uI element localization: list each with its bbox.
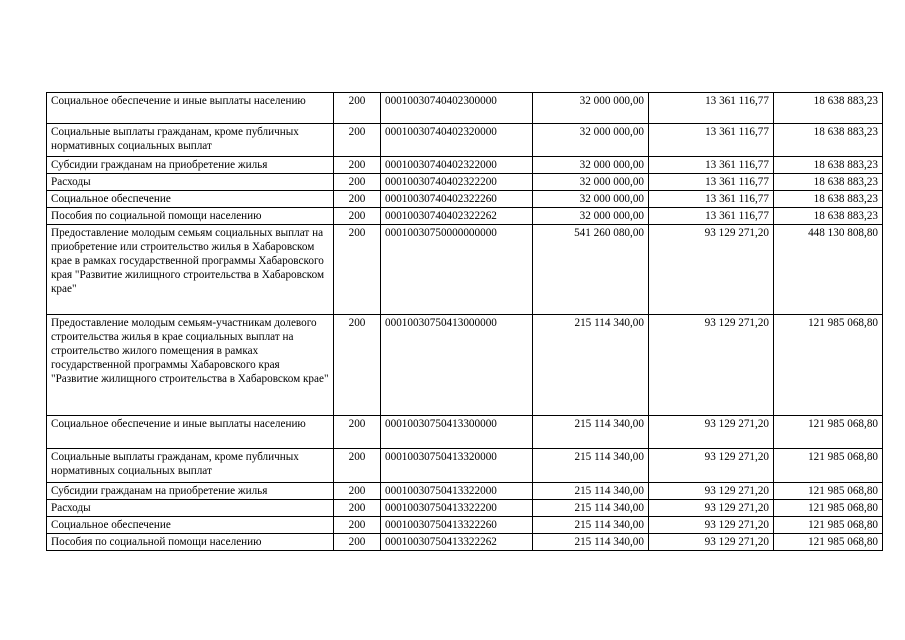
row-executed-cell: 93 129 271,20	[649, 315, 774, 416]
table-body	[47, 93, 883, 551]
row-remainder-cell: 121 985 068,80	[774, 534, 883, 551]
row-line-code-cell: 200	[334, 124, 381, 157]
row-name-cell: Субсидии гражданам на приобретение жилья	[47, 157, 334, 174]
row-executed-cell: 13 361 116,77	[649, 157, 774, 174]
row-executed-cell: 13 361 116,77	[649, 174, 774, 191]
row-plan-cell: 32 000 000,00	[533, 93, 649, 124]
row-executed-cell: 13 361 116,77	[649, 124, 774, 157]
row-executed-cell: 93 129 271,20	[649, 534, 774, 551]
row-classification-code-cell: 00010030750413322000	[381, 483, 533, 500]
table-row	[47, 93, 883, 124]
table-row	[47, 174, 883, 191]
row-line-code-cell: 200	[334, 483, 381, 500]
table-row	[47, 449, 883, 483]
row-name-cell: Социальное обеспечение	[47, 517, 334, 534]
table-row	[47, 225, 883, 315]
row-line-code-cell: 200	[334, 534, 381, 551]
row-executed-cell: 93 129 271,20	[649, 225, 774, 315]
table-row	[47, 500, 883, 517]
row-classification-code-cell: 00010030750413320000	[381, 449, 533, 483]
row-line-code-cell: 200	[334, 191, 381, 208]
row-name-cell: Субсидии гражданам на приобретение жилья	[47, 483, 334, 500]
row-remainder-cell: 121 985 068,80	[774, 416, 883, 449]
row-name-cell: Социальные выплаты гражданам, кроме публичных нормативных социальных выплат	[47, 124, 334, 157]
row-classification-code-cell: 00010030740402322262	[381, 208, 533, 225]
table-row	[47, 124, 883, 157]
row-executed-cell: 93 129 271,20	[649, 500, 774, 517]
row-remainder-cell: 121 985 068,80	[774, 315, 883, 416]
row-classification-code-cell: 00010030750413322260	[381, 517, 533, 534]
row-remainder-cell: 18 638 883,23	[774, 157, 883, 174]
row-plan-cell: 32 000 000,00	[533, 174, 649, 191]
table-row	[47, 483, 883, 500]
row-name-cell: Социальное обеспечение и иные выплаты населению	[47, 93, 334, 124]
row-remainder-cell: 18 638 883,23	[774, 208, 883, 225]
row-classification-code-cell: 00010030750000000000	[381, 225, 533, 315]
row-line-code-cell: 200	[334, 449, 381, 483]
row-executed-cell: 13 361 116,77	[649, 191, 774, 208]
row-line-code-cell: 200	[334, 416, 381, 449]
row-name-cell: Предоставление молодым семьям-участникам долевого строительства жилья в крае социальных выплат на строительство жилого помещения в рамках государственной программы Хабаровского края "Развитие жилищного строительства в Хабаровском крае"	[47, 315, 334, 416]
row-name-cell: Предоставление молодым семьям социальных выплат на приобретение или строительство жилья в Хабаровском крае в рамках государственной программы Хабаровского края "Развитие жилищного строительства в Хабаровском крае"	[47, 225, 334, 315]
table-row	[47, 191, 883, 208]
row-executed-cell: 13 361 116,77	[649, 93, 774, 124]
row-remainder-cell: 18 638 883,23	[774, 93, 883, 124]
row-line-code-cell: 200	[334, 517, 381, 534]
row-classification-code-cell: 00010030740402320000	[381, 124, 533, 157]
row-line-code-cell: 200	[334, 157, 381, 174]
table-row	[47, 157, 883, 174]
table-row	[47, 208, 883, 225]
table-row	[47, 517, 883, 534]
budget-execution-table	[46, 92, 883, 551]
row-remainder-cell: 18 638 883,23	[774, 191, 883, 208]
row-executed-cell: 13 361 116,77	[649, 208, 774, 225]
row-classification-code-cell: 00010030750413322200	[381, 500, 533, 517]
row-line-code-cell: 200	[334, 208, 381, 225]
row-line-code-cell: 200	[334, 93, 381, 124]
row-plan-cell: 215 114 340,00	[533, 500, 649, 517]
row-plan-cell: 32 000 000,00	[533, 208, 649, 225]
row-classification-code-cell: 00010030750413300000	[381, 416, 533, 449]
row-plan-cell: 32 000 000,00	[533, 124, 649, 157]
row-classification-code-cell: 00010030740402322260	[381, 191, 533, 208]
row-plan-cell: 215 114 340,00	[533, 315, 649, 416]
row-remainder-cell: 121 985 068,80	[774, 449, 883, 483]
row-executed-cell: 93 129 271,20	[649, 517, 774, 534]
row-line-code-cell: 200	[334, 225, 381, 315]
row-classification-code-cell: 00010030740402322200	[381, 174, 533, 191]
row-classification-code-cell: 00010030740402322000	[381, 157, 533, 174]
row-plan-cell: 32 000 000,00	[533, 157, 649, 174]
row-name-cell: Расходы	[47, 500, 334, 517]
row-name-cell: Пособия по социальной помощи населению	[47, 534, 334, 551]
row-classification-code-cell: 00010030740402300000	[381, 93, 533, 124]
row-remainder-cell: 18 638 883,23	[774, 174, 883, 191]
row-line-code-cell: 200	[334, 174, 381, 191]
row-plan-cell: 215 114 340,00	[533, 517, 649, 534]
row-remainder-cell: 121 985 068,80	[774, 517, 883, 534]
table-row	[47, 534, 883, 551]
row-plan-cell: 215 114 340,00	[533, 449, 649, 483]
row-classification-code-cell: 00010030750413000000	[381, 315, 533, 416]
row-name-cell: Социальное обеспечение	[47, 191, 334, 208]
row-executed-cell: 93 129 271,20	[649, 449, 774, 483]
row-remainder-cell: 121 985 068,80	[774, 483, 883, 500]
table-row	[47, 416, 883, 449]
row-plan-cell: 541 260 080,00	[533, 225, 649, 315]
row-remainder-cell: 448 130 808,80	[774, 225, 883, 315]
row-plan-cell: 32 000 000,00	[533, 191, 649, 208]
row-line-code-cell: 200	[334, 500, 381, 517]
row-name-cell: Социальное обеспечение и иные выплаты населению	[47, 416, 334, 449]
row-plan-cell: 215 114 340,00	[533, 483, 649, 500]
row-plan-cell: 215 114 340,00	[533, 416, 649, 449]
row-name-cell: Расходы	[47, 174, 334, 191]
row-name-cell: Пособия по социальной помощи населению	[47, 208, 334, 225]
row-executed-cell: 93 129 271,20	[649, 416, 774, 449]
row-remainder-cell: 121 985 068,80	[774, 500, 883, 517]
table-row	[47, 315, 883, 416]
row-classification-code-cell: 00010030750413322262	[381, 534, 533, 551]
row-executed-cell: 93 129 271,20	[649, 483, 774, 500]
row-name-cell: Социальные выплаты гражданам, кроме публичных нормативных социальных выплат	[47, 449, 334, 483]
row-line-code-cell: 200	[334, 315, 381, 416]
row-remainder-cell: 18 638 883,23	[774, 124, 883, 157]
row-plan-cell: 215 114 340,00	[533, 534, 649, 551]
